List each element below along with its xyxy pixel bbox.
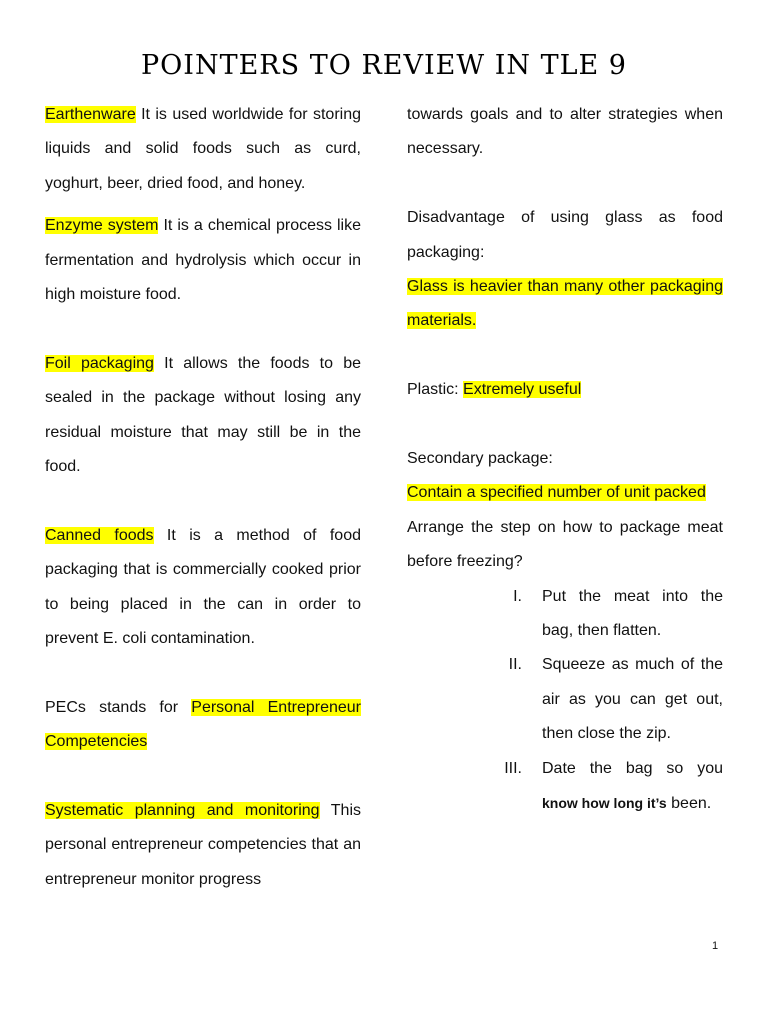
text-foil: It allows the foods to be sealed in the package without losing any residual moisture that may still be in the food. bbox=[45, 354, 362, 476]
paragraph-arrange: Arrange the step on how to package meat before freezing? bbox=[407, 518, 723, 571]
steps-list bbox=[407, 580, 723, 822]
step-text: Put the meat into the bag, then flatten. bbox=[542, 587, 723, 640]
paragraph-secondary-answer bbox=[407, 476, 723, 510]
paragraph-foil bbox=[45, 347, 361, 485]
paragraph-secondary-question: Secondary package: bbox=[407, 450, 553, 468]
step-number: III. bbox=[504, 759, 522, 777]
term-pecs: Personal Entrepreneur Competencies bbox=[45, 698, 362, 751]
answer-glass: Glass is heavier than many other packaging materials. bbox=[407, 278, 723, 330]
answer-secondary: Contain a specified number of unit packed bbox=[407, 484, 706, 502]
list-item bbox=[407, 752, 723, 822]
text-plastic: Plastic: bbox=[407, 381, 464, 399]
paragraph-earthenware bbox=[45, 98, 361, 201]
step-text: Squeeze as much of the air as you can get out, then close the zip. bbox=[542, 656, 723, 743]
paragraph-pecs bbox=[45, 691, 361, 760]
answer-plastic: Extremely useful bbox=[463, 381, 582, 399]
left-column bbox=[45, 98, 361, 897]
paragraph-enzyme bbox=[45, 209, 361, 312]
text-pecs: PECs stands for bbox=[45, 698, 192, 716]
text-enzyme: It is a chemical process like fermentation and hydrolysis which occur in high moisture food. bbox=[45, 217, 361, 304]
paragraph-glass-answer bbox=[407, 270, 723, 339]
paragraph-canned bbox=[45, 519, 361, 657]
term-enzyme: Enzyme system bbox=[45, 217, 159, 235]
text-systematic: This personal entrepreneur competencies that an entrepreneur monitor progress bbox=[45, 802, 361, 888]
list-item bbox=[407, 648, 723, 751]
page-title: POINTERS TO REVIEW IN TLE 9 bbox=[141, 50, 627, 81]
paragraph-continued: towards goals and to alter strategies when necessary. bbox=[407, 106, 723, 158]
paragraph-systematic bbox=[45, 794, 361, 897]
term-canned: Canned foods bbox=[45, 526, 154, 544]
term-systematic: Systematic planning and monitoring bbox=[45, 802, 320, 820]
text-earthenware: It is used worldwide for storing liquids and solid foods such as curd, yoghurt, beer, dried food, and honey. bbox=[45, 106, 361, 192]
term-earthenware: Earthenware bbox=[45, 106, 136, 123]
page-number: 1 bbox=[712, 940, 719, 952]
right-column bbox=[407, 98, 723, 821]
step-number: II. bbox=[508, 656, 522, 674]
step-text bbox=[542, 752, 723, 822]
step-text-a: Date the bag so you bbox=[542, 759, 723, 777]
paragraph-glass-question: Disadvantage of using glass as food packaging: bbox=[407, 209, 723, 261]
step-number: I. bbox=[513, 587, 522, 605]
step-text-bold: know how long it’s bbox=[542, 795, 667, 812]
step-text-c: been. bbox=[666, 795, 712, 813]
text-canned: It is a method of food packaging that is commercially cooked prior to being placed in the can in order to prevent E. coli contamination. bbox=[45, 526, 361, 648]
term-foil: Foil packaging bbox=[45, 354, 154, 372]
list-item bbox=[407, 580, 723, 649]
paragraph-plastic bbox=[407, 373, 723, 407]
